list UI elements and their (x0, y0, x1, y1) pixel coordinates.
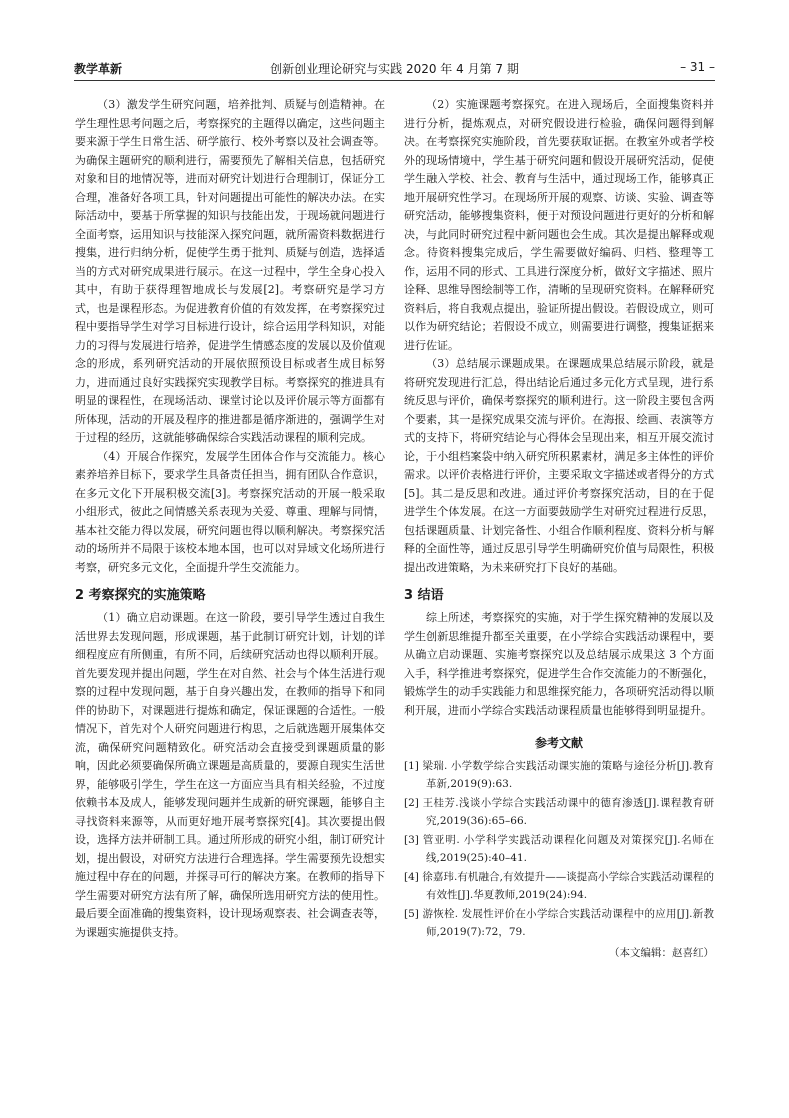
journal-title: 创新创业理论研究与实践 2020 年 4 月第 7 期 (270, 62, 519, 76)
reference-item: [1] 梁瑞. 小学数学综合实践活动课实施的策略与途径分析[J].教育革新,2019(9):63. (404, 759, 714, 790)
section-heading: 2 考察探究的实施策略 (75, 588, 206, 603)
section-label: 教学革新 (74, 62, 123, 76)
paragraph: （1）确立启动课题。在这一阶段，要引导学生透过自我生活世界去发现问题，形成课题，基于此制订研究计划，计划的详细程度应有所侧重，有所不同，后续研究活动也得以顺利开展。首先要发现并提出问题，学生在对自然、社会与个体生活进行观察的过程中发现问题，基于自身兴趣出发，在教师的指导下和同伴的协助下，对课题进行提炼和确定，保证课题的合适性。一般情况下，首先对个人研究问题进行构思，之后就选题开展集体交流，确保研究问题精致化。研究活动会直接受到课题质量的影响，因此必须要确保所确立课题是高质量的，要源自现实生活世界，能够吸引学生，学生在这一方面应当具有相关经验，不过度依赖书本及成人，能够发现问题并生成新的研究课题，能够自主寻找资料来源等，从而更好地开展考察探究[4]。其次要提出假设，选择方法并研制工具。通过所形成的研究小组，制订研究计划，提出假设，对研究方法进行合理选择。学生需要预先设想实施过程中存在的问题，并探寻可行的解决方案。在教师的指导下学生需要对研究方法有所了解，确保所选用研究方法的使用性。最后要全面准确的搜集资料，设计现场观察表、社会调查表等，为课题实施提供支持。 (75, 611, 385, 939)
section-heading: 3 结语 (404, 588, 444, 603)
reference-item: [3] 管亚明. 小学科学实践活动课程化问题及对策探究[J].名师在线,2019(25):40–41. (404, 833, 714, 864)
references-title: 参考文献 (534, 736, 583, 750)
paragraph: （3）总结展示课题成果。在课题成果总结展示阶段，就是将研究发现进行汇总，得出结论后通过多元化方式呈现，进行系统反思与评价，确保考察探究的顺利进行。这一阶段主要包含两个要素，其一是探究成果交流与评价。在海报、绘画、表演等方式的支持下，将研究结论与心得体会呈现出来，相互开展交流讨论，于小组档案袋中纳入研究所积累素材，满足多主体性的评价需求。以评价表格进行评价，主要采取文字描述或者得分的方式[5]。其二是反思和改进。通过评价考察探究活动，目的在于促进学生个体发展。在这一方面要鼓励学生对研究过程进行反思，包括课题质量、计划完备性、小组合作顺利程度、资料分析与解释的全面性等，通过反思引导学生明确研究价值与局限性，积极提出改进策略，为未来研究打下良好的基础。 (404, 357, 714, 574)
paragraph: （3）激发学生研究问题，培养批判、质疑与创造精神。在学生理性思考问题之后，考察探究的主题得以确定，这些问题主要来源于学生日常生活、研学旅行、校外考察以及社会调查等。为确保主题研究的顺利进行，需要预先了解相关信息，包括研究对象和目的地情况等，进而对研究计划进行合理制订，保证分工合理，准备好各项工具，针对问题提出可能性的解决办法。在实际活动中，要基于所掌握的知识与技能出发，于现场就问题进行全面考察，运用知识与技能深入探究问题，就所需资料数据进行搜集，进行归纳分析，促使学生勇于批判、质疑与创造，选择适当的方式对研究成果进行展示。在这一过程中，学生全身心投入其中，有助于获得理智地成长与发展[2]。考察研究是学习方式，也是课程形态。为促进教育价值的有效发挥，在考察探究过程中要指导学生对学习目标进行设计，综合运用学科知识，对能力的习得与发展进行培养，促进学生情感态度的发展以及价值观念的形成，系列研究活动的开展依照预设目标或者生成目标努力，进而通过良好实践探究实现教学目标。考察探究的推进具有明显的课程性，在现场活动、课堂讨论以及评价展示等方面都有所体现，活动的开展及程序的推进都是循序渐进的，强调学生对于过程的经历，这就能够确保综合实践活动课程的顺利完成。 (75, 98, 385, 444)
left-column (75, 96, 385, 942)
reference-item: [4] 徐嘉玮.有机融合,有效提升——谈提高小学综合实践活动课程的有效性[J].华夏教师,2019(24):94. (404, 870, 714, 901)
editor-note: （本文编辑：赵喜红） (609, 946, 714, 959)
paragraph: （4）开展合作探究，发展学生团体合作与交流能力。核心素养培养目标下，要求学生具备责任担当，拥有团队合作意识，在多元文化下开展积极交流[3]。考察探究活动的开展一般采取小组形式，彼此之间情感关系表现为关爱、尊重、理解与同情，基本社交能力得以发展，研究问题也得以顺利解决。考察探究活动的场所并不局限于该校本地本国，也可以对异域文化场所进行考察，研究多元文化，全面提升学生交流能力。 (75, 449, 385, 574)
reference-item: [5] 游恢栓. 发展性评价在小学综合实践活动课程中的应用[J].新教师,2019(7):72，79. (404, 907, 714, 938)
reference-item: [2] 王桂芳.浅谈小学综合实践活动课中的德育渗透[J].课程教育研究,2019(36):65–66. (404, 796, 714, 827)
paragraph: （2）实施课题考察探究。在进入现场后，全面搜集资料并进行分析，提炼观点，对研究假设进行检验，确保问题得到解决。在考察探究实施阶段，首先要获取证据。在教室外或者学校外的现场情境中，学生基于研究问题和假设开展研究活动，促使学生融入学校、社会、教育与生活中，通过现场工作，能够真正地开展研究性学习。在现场所开展的观察、访谈、实验、调查等研究活动，能够搜集资料，便于对预设问题进行更好的分析和解决，与此同时研究过程中新问题也会生成。其次是提出解释或观念。待资料搜集完成后，学生需要做好编码、归档、整理等工作，运用不同的形式、工具进行深度分析，做好文字描述、照片诠释、思维导图绘制等工作，清晰的呈现研究资料。在解释研究资料后，将自我观点提出，验证所提出假设。若假设成立，则可以作为研究结论；若假设不成立，则需要进行调整，搜集证据来进行佐证。 (404, 98, 714, 352)
page-header (74, 58, 715, 81)
paragraph: 综上所述，考察探究的实施，对于学生探究精神的发展以及学生创新思维提升都至关重要，在小学综合实践活动课程中，要从确立启动课题、实施考察探究以及总结展示成果这 3 个方面入手，科学推进考察探究，促进学生合作交流能力的不断强化，锻炼学生的动手实践能力和思维探究能力，各项研究活动得以顺利开展，进而小学综合实践活动课程质量也能够得到明显提升。 (404, 611, 714, 717)
right-column (404, 96, 714, 962)
page-number: – 31 – (680, 60, 715, 74)
